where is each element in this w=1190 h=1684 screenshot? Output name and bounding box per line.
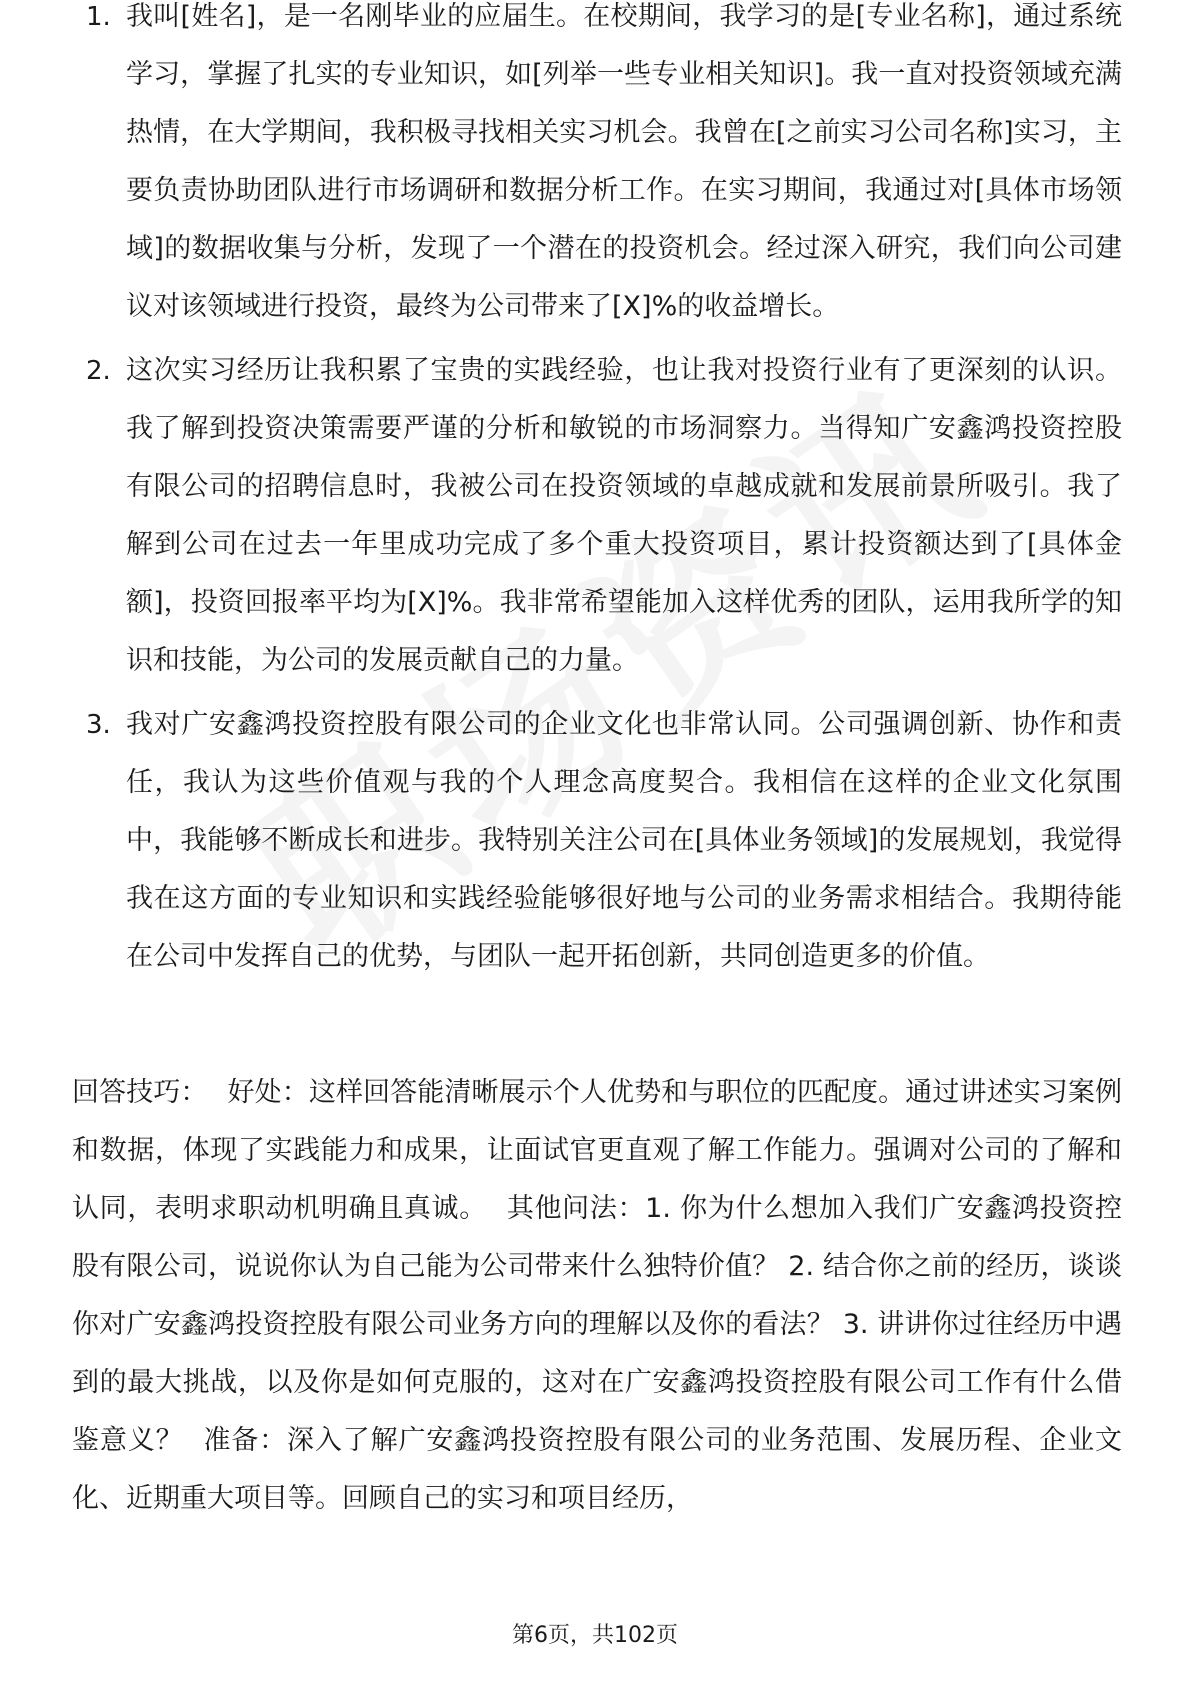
answer-list <box>82 1 1122 986</box>
tips-label: 回答技巧： <box>72 1077 208 1108</box>
tips-other-questions: 其他问法：1. 你为什么想加入我们广安鑫鸿投资控股有限公司，说说你认为自己能为公司带来什么独特价值？ 2. 结合你之前的经历，谈谈你对广安鑫鸿投资控股有限公司业务方向的理解以及你的看法？ 3. 讲讲你过往经历中遇到的最大挑战，以及你是如何克服的，这对在广安鑫鸿投资控股有限公司工作有什么借鉴意义？ <box>72 1193 1123 1456</box>
list-item-number: 2. <box>86 356 111 386</box>
list-item <box>82 342 1122 690</box>
tips-preparation: 准备：深入了解广安鑫鸿投资控股有限公司的业务范围、发展历程、企业文化、近期重大项目等。回顾自己的实习和项目经历， <box>72 1425 1123 1514</box>
list-item-text: 我对广安鑫鸿投资控股有限公司的企业文化也非常认同。公司强调创新、协作和责任，我认为这些价值观与我的个人理念高度契合。我相信在这样的企业文化氛围中，我能够不断成长和进步。我特别关注公司在[具体业务领域]的发展规划，我觉得我在这方面的专业知识和实践经验能够很好地与公司的业务需求相结合。我期待能在公司中发挥自己的优势，与团队一起开拓创新，共同创造更多的价值。 <box>126 709 1122 972</box>
tips-benefit: 好处：这样回答能清晰展示个人优势和与职位的匹配度。通过讲述实习案例和数据，体现了实践能力和成果，让面试官更直观了解工作能力。强调对公司的了解和认同，表明求职动机明确且真诚。 <box>72 1077 1123 1224</box>
list-item <box>82 696 1122 986</box>
page-number: 第6页，共102页 <box>512 1623 678 1648</box>
list-item-number: 3. <box>86 710 111 740</box>
answer-tips <box>72 1064 1122 1528</box>
list-item-text: 这次实习经历让我积累了宝贵的实践经验，也让我对投资行业有了更深刻的认识。我了解到投资决策需要严谨的分析和敏锐的市场洞察力。当得知广安鑫鸿投资控股有限公司的招聘信息时，我被公司在投资领域的卓越成就和发展前景所吸引。我了解到公司在过去一年里成功完成了多个重大投资项目，累计投资额达到了[具体金额]，投资回报率平均为[X]%。我非常希望能加入这样优秀的团队，运用我所学的知识和技能，为公司的发展贡献自己的力量。 <box>126 355 1122 676</box>
list-item <box>82 0 1122 336</box>
list-item-number: 1. <box>86 2 111 32</box>
list-item-text: 我叫[姓名]，是一名刚毕业的应届生。在校期间，我学习的是[专业名称]，通过系统学习，掌握了扎实的专业知识，如[列举一些专业相关知识]。我一直对投资领域充满热情，在大学期间，我积极寻找相关实习机会。我曾在[之前实习公司名称]实习，主要负责协助团队进行市场调研和数据分析工作。在实习期间，我通过对[具体市场领域]的数据收集与分析，发现了一个潜在的投资机会。经过深入研究，我们向公司建议对该领域进行投资，最终为公司带来了[X]%的收益增长。 <box>126 1 1122 322</box>
